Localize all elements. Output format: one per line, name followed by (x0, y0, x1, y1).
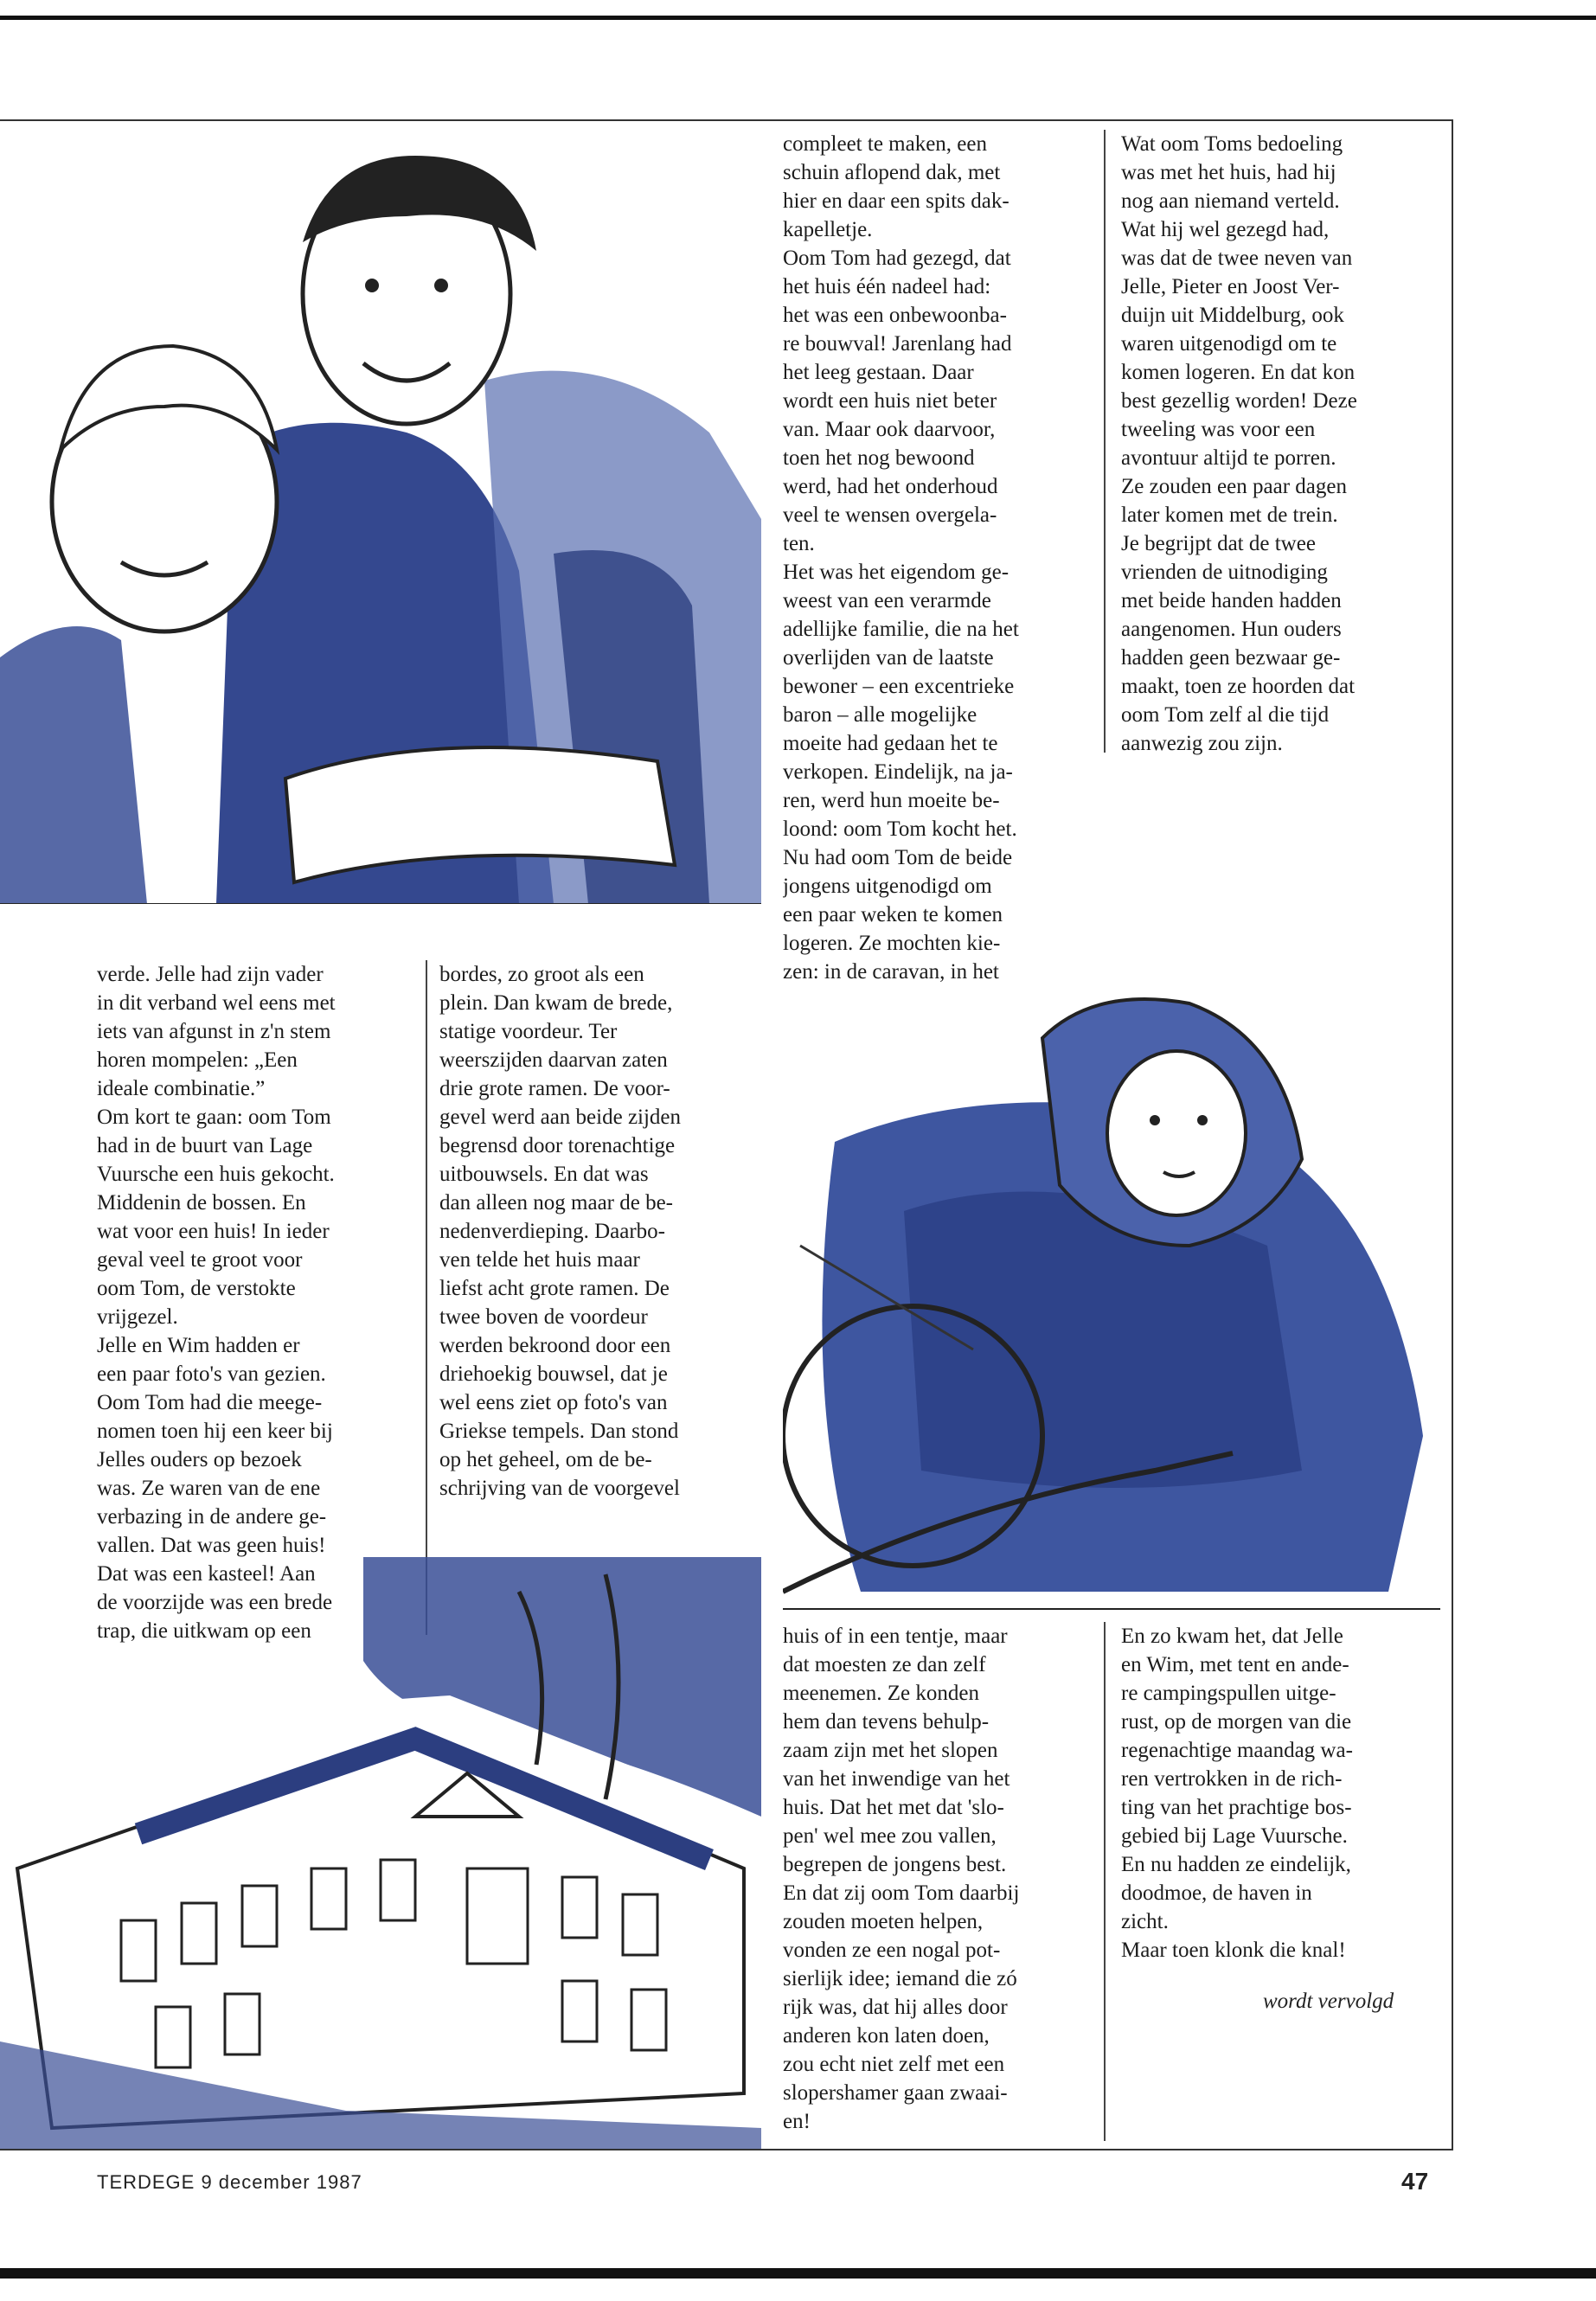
frame-right-line (1452, 119, 1453, 2150)
column-3-bottom-text: huis of in een tentje, maar dat moesten ze dan zelf meenemen. Ze konden hem dan tevens behulp- zaam zijn met het slopen van het inwendige van het huis. Dat het met dat 'slo- pen' wel mee zou vallen, begrepen de jongens best. En dat zij oom Tom daarbij zouden moeten helpen, vonden ze een nogal pot- sierlijk idee; iemand die zó rijk was, dat hij alles door anderen kon laten doen, zou echt niet zelf met een slopershamer gaan zwaai- en! (783, 1625, 1020, 2133)
bottom-rule (0, 2268, 1596, 2279)
column-2-middle-text: bordes, zo groot als een plein. Dan kwam de brede, statige voordeur. Ter weerszijden daarvan zaten drie grote ramen. De voor- gevel werd aan beide zijden begrensd door torenachtige uitbouwsels. En dat was dan alleen nog maar de be- nedenverdieping. Daarbo- ven telde het huis maar liefst acht grote ramen. De twee boven de voordeur werden bekroond door een driehoekig bouwsel, dat je wel eens ziet op foto's van Griekse tempels. Dan stond op het geheel, om de be- schrijving van de voorgevel (439, 963, 682, 1500)
frame-bottom-line (0, 2149, 1453, 2150)
column-4-top-text: Wat oom Toms bedoeling was met het huis, had hij nog aan niemand verteld. Wat hij wel gezegd had, was dat de twee neven van Jelle, Pieter en Joost Ver- duijn uit Middelburg, ook waren uitgenodigd om te komen logeren. En dat kon best gezellig worden! Deze tweeling was voor een avontuur altijd te porren. Ze zouden een paar dagen later komen met de trein. Je begrijpt dat de twee vrienden de uitnodiging met beide handen hadden aangenomen. Hun ouders hadden geen bezwaar ge- maakt, toen ze hoorden dat oom Tom zelf al die tijd aanwezig zou zijn. (1121, 132, 1357, 755)
column-3-top-text: compleet te maken, een schuin aflopend dak, met hier en daar een spits dak- kapelletje. Oom Tom had gezegd, dat het huis één nadeel had: het was een onbewoonba- re bouwval! Jarenlang had het leeg gestaan. Daar wordt een huis niet beter van. Maar ook daarvoor, toen het nog bewoond werd, had het onderhoud veel te wensen overgela- ten. Het was het eigendom ge- weest van een verarmde adellijke familie, die na het overlijden van de laatste bewoner – een excentrieke baron – alle mogelijke moeite had gedaan het te verkopen. Eindelijk, na ja- ren, werd hun moeite be- loond: oom Tom kocht het. Nu had oom Tom de beide jongens uitgenodigd om een paar weken te komen logeren. Ze mochten kie- zen: in de caravan, in het (783, 132, 1019, 984)
illustration-castle (0, 1557, 761, 2149)
footer-publication: TERDEGE 9 december 1987 (97, 2171, 362, 2193)
column-divider-1-2 (426, 960, 427, 1635)
top-rule (0, 16, 1596, 20)
illustration-two-boys (0, 121, 761, 904)
continued-label: wordt vervolgd (1263, 1990, 1394, 2013)
column-divider-3-4-bottom (1104, 1622, 1106, 2141)
column-divider-3-4-top (1104, 130, 1106, 753)
column-4-bottom-text: En zo kwam het, dat Jelle en Wim, met tent en ande- re campingspullen uitge- rust, op de morgen van die regenachtige maandag wa- ren vertrokken in de rich- ting van het prachtige bos- gebied bij Lage Vuursche. En nu hadden ze eindelijk, doodmoe, de haven in zicht. Maar toen klonk die knal! (1121, 1625, 1353, 1962)
illustration-girl-on-bicycle (783, 986, 1440, 1618)
page-number: 47 (1401, 2168, 1429, 2195)
column-1-middle-text: verde. Jelle had zijn vader in dit verband wel eens met iets van afgunst in z'n stem horen mompelen: „Een ideale combinatie.” Om kort te gaan: oom Tom had in de buurt van Lage Vuursche een huis gekocht. Middenin de bossen. En wat voor een huis! In ieder geval veel te groot voor oom Tom, de verstokte vrijgezel. Jelle en Wim hadden er een paar foto's van gezien. Oom Tom had die meege- nomen toen hij een keer bij Jelles ouders op bezoek was. Ze waren van de ene verbazing in de andere ge- vallen. Dat was geen huis! Dat was een kasteel! Aan de voorzijde was een brede trap, die uitkwam op een (97, 963, 336, 1643)
